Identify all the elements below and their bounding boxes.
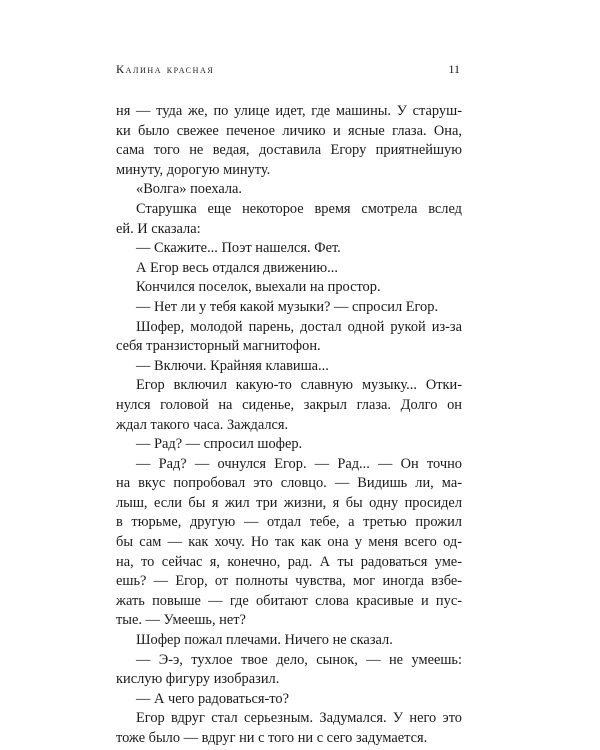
text-line: ня — туда же, по улице идет, где машины. У старуш- <box>116 103 462 119</box>
text-line: минуту, дорогую минуту. <box>116 161 271 178</box>
text-line: лыш, если бы я жил три жизни, я бы одну просидел <box>116 494 462 511</box>
text-line: ждал такого часа. Заждался. <box>116 416 289 433</box>
text-line: ки было свежее печеное личико и ясные глаза. Она, <box>116 122 462 139</box>
page-number: 11 <box>448 62 460 76</box>
text-line: бы сам — как хочу. Но так как она у меня всего од- <box>116 534 462 551</box>
text-line: ешь? — Егор, от полноты чувства, мог иногда взбе- <box>116 573 462 590</box>
text-line: «Волга» поехала. <box>136 181 243 198</box>
text-line: в тюрьме, другую — отдал тебе, а третью прожил <box>116 514 462 531</box>
text-line: на, то сейчас я, конечно, рад. А ты радоваться уме- <box>116 553 462 570</box>
text-line: — Э-э, тухлое твое дело, сынок, — не умеешь: <box>136 651 462 668</box>
text-line: — Включи. Крайняя клавиша... <box>136 357 329 374</box>
text-line: жать повыше — где обитают слова красивые и пус- <box>116 592 462 609</box>
text-line: Кончился поселок, выехали на простор. <box>136 279 381 296</box>
text-line: кислую фигуру изобразил. <box>116 671 280 688</box>
text-line: Егор включил какую-то славную музыку... Отки- <box>136 377 462 394</box>
text-line: — Рад? — спросил шофер. <box>136 436 303 453</box>
text-line: — А чего радоваться-то? <box>136 690 289 707</box>
running-head <box>116 62 460 77</box>
text-line: Шофер пожал плечами. Ничего не сказал. <box>136 632 393 649</box>
text-line: себя транзисторный магнитофон. <box>116 338 321 355</box>
text-line: тые. — Умеешь, нет? <box>116 612 246 629</box>
text-line: Шофер, молодой парень, достал одной рукой из-за <box>136 318 462 335</box>
text-line: — Скажите... Поэт нашелся. Фет. <box>136 240 341 257</box>
text-line: сама того не ведая, доставила Егору приятнейшую <box>116 142 462 159</box>
text-line: — Нет ли у тебя какой музыки? — спросил Егор. <box>136 298 439 315</box>
book-title: Калина красная <box>116 62 215 76</box>
text-line: — Рад? — очнулся Егор. — Рад... — Он точно <box>136 455 462 472</box>
text-line: Старушка еще некоторое время смотрела вслед <box>136 200 462 217</box>
text-line: А Егор весь отдался движению... <box>136 259 338 276</box>
text-line: тоже было — вдруг ни с того ни с сего задумается. <box>116 730 428 746</box>
body-text <box>116 102 462 749</box>
text-line: на вкус попробовал это словцо. — Видишь ли, ма- <box>116 475 462 492</box>
text-line: Егор вдруг стал серьезным. Задумался. У него это <box>136 710 462 727</box>
text-line: ей. И сказала: <box>116 220 201 237</box>
text-line: нулся головой на сиденье, закрыл глаза. Долго он <box>116 396 462 413</box>
